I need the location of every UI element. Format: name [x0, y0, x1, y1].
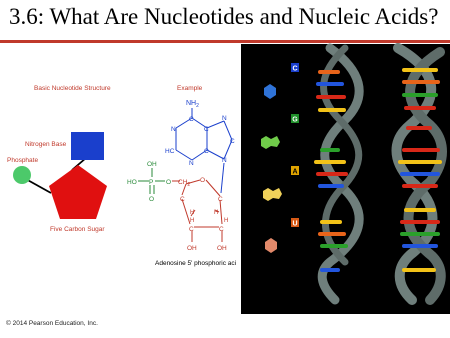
atom-c4: C	[204, 148, 209, 155]
atom-h2: H	[224, 218, 229, 224]
atom-n1: N	[171, 126, 176, 133]
atom-oh2: OH	[217, 245, 227, 252]
nitrogen-base-label: Nitrogen Base	[25, 141, 67, 148]
phosphate-label: Phosphate	[7, 157, 39, 164]
letter-g: G	[292, 116, 298, 124]
nh2-label: $NH_2$	[186, 100, 199, 109]
letter-u: U	[292, 220, 298, 228]
example-caption: Adenosine 5' phosphoric aci	[155, 260, 237, 267]
copyright-notice: © 2014 Pearson Education, Inc.	[6, 320, 98, 327]
atom-o-double: O	[149, 196, 155, 203]
basic-structure-heading: Basic Nucleotide Structure	[34, 85, 111, 92]
atom-p: P	[149, 179, 154, 186]
atom-o-bridge: O	[166, 179, 172, 186]
ch2-label: $CH_2$	[178, 179, 191, 188]
atom-c3-ribose: C	[189, 226, 194, 233]
atom-c4-ribose: C	[180, 196, 185, 203]
letter-a: A	[292, 168, 298, 176]
atom-c1-ribose: C	[218, 196, 223, 203]
letter-c: C	[292, 65, 298, 73]
atom-ho: HO	[127, 179, 137, 186]
atom-c6: C	[189, 116, 194, 123]
atom-n7: N	[222, 115, 227, 122]
atom-n9: N	[222, 157, 227, 164]
atom-h3: H	[190, 218, 195, 224]
example-heading: Example	[177, 85, 203, 92]
atom-c5: C	[204, 126, 209, 133]
atom-ch8: C	[230, 138, 235, 145]
atom-hc2: HC	[165, 148, 175, 155]
atom-oh-p: OH	[147, 161, 157, 168]
atom-n3: N	[189, 160, 194, 167]
atom-c2-ribose: C	[219, 226, 224, 233]
atom-h4: H	[190, 210, 195, 216]
atom-oh3: OH	[187, 245, 197, 252]
atom-h1: H	[214, 210, 219, 216]
five-carbon-sugar-label: Five Carbon Sugar	[50, 226, 105, 233]
slide-title: 3.6: What Are Nucleotides and Nucleic Acids?	[9, 4, 439, 29]
atom-o-ring: O	[200, 177, 206, 184]
